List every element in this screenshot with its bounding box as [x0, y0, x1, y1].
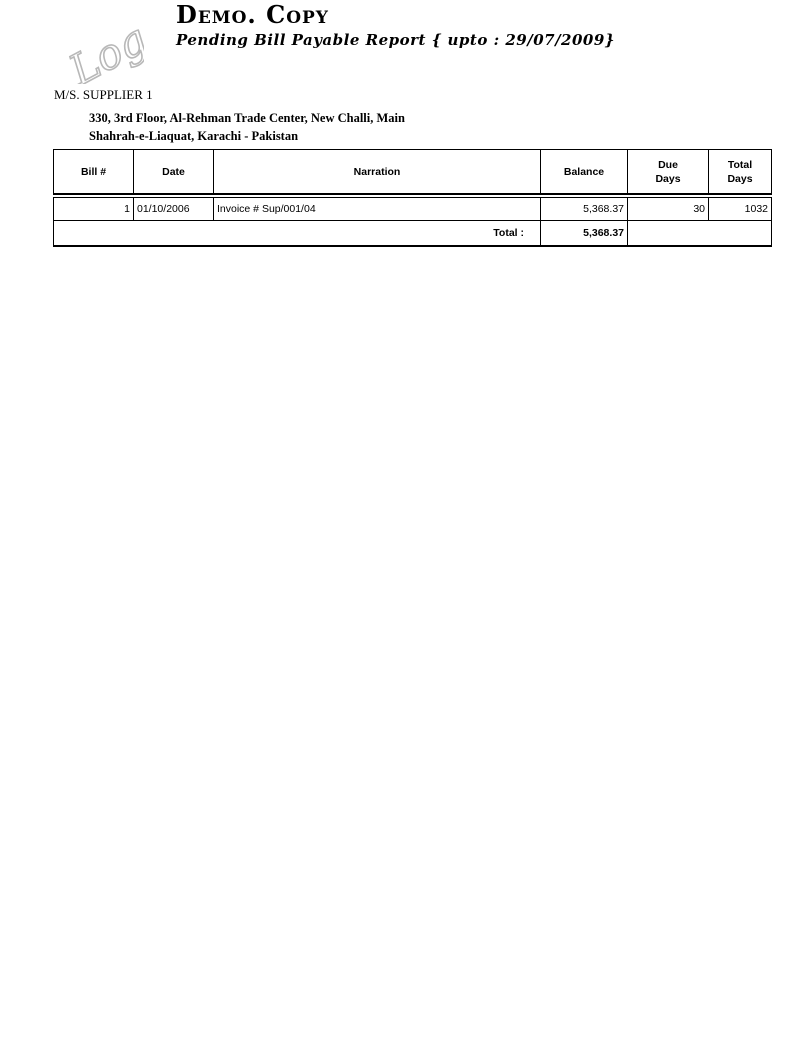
cell-date: 01/10/2006: [134, 198, 214, 221]
supplier-address-line2: Shahrah-e-Liaquat, Karachi - Pakistan: [89, 129, 299, 143]
report-subtitle: Pending Bill Payable Report { upto : 29/07/2009}: [176, 31, 615, 49]
column-header-narration: Narration: [214, 150, 541, 195]
svg-text:Logo: Logo: [61, 4, 144, 84]
supplier-name: M/S. SUPPLIER 1: [54, 87, 153, 102]
column-header-bill: Bill #: [54, 150, 134, 195]
cell-narration: Invoice # Sup/001/04: [214, 198, 541, 221]
total-balance: 5,368.37: [541, 221, 628, 247]
supplier-address-line1: 330, 3rd Floor, Al-Rehman Trade Center, New Challi, Main: [89, 111, 405, 125]
pending-bills-table: [53, 149, 772, 247]
cell-balance: 5,368.37: [541, 198, 628, 221]
cell-due-days: 30: [628, 198, 709, 221]
column-header-due-days: Due Days: [628, 150, 709, 195]
column-header-date: Date: [134, 150, 214, 195]
total-label: Total :: [54, 221, 541, 247]
logo-watermark: [54, 4, 144, 84]
column-header-total-days: Total Days: [709, 150, 772, 195]
table-header-row: [54, 150, 772, 195]
cell-total-days: 1032: [709, 198, 772, 221]
company-logo: [54, 4, 144, 84]
total-empty-cell: [628, 221, 772, 247]
table-row: [54, 198, 772, 221]
cell-bill: 1: [54, 198, 134, 221]
report-title: Demo. Copy: [176, 0, 329, 29]
total-row: [54, 221, 772, 247]
column-header-balance: Balance: [541, 150, 628, 195]
